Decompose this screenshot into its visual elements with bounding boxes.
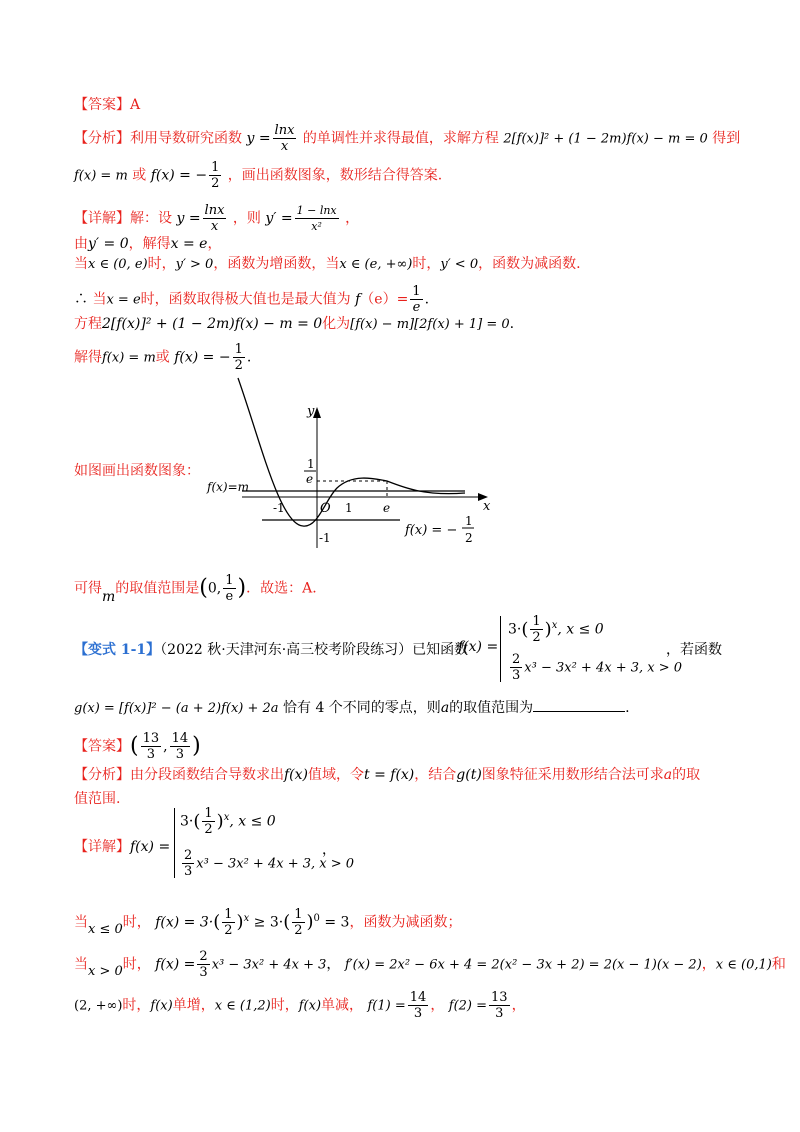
detail-line-3: 当x ∈ (0, e)时，y′ > 0，函数为增函数，当x ∈ (e, +∞)时，y′ < 0，函数为减函数. xyxy=(74,256,581,272)
answer-blank[interactable] xyxy=(533,697,625,712)
label-neg1-y: -1 xyxy=(319,531,331,545)
variant-analysis-line-2: 值范围. xyxy=(74,791,121,807)
label-f-equals-m: f(x)=m xyxy=(207,480,250,494)
variant-answer-line: 【答案】( $\frac{13}{3}$ , $\frac{14}{3}$ ) xyxy=(74,731,201,762)
variant-piecewise-def: 3·( $\frac{1}{2}$ )$^x$, x ≤ 0 $\frac{2}{3}$ x³ − 3x² + 4x + 3, x > 0 xyxy=(174,806,354,880)
detail-line-5: 方程2[f(x)]² + (1 − 2m)f(x) − m = 0化为[f(x) − m][2f(x) + 1] = 0. xyxy=(74,316,515,332)
analysis-line-1: 【分析】利用导数研究函数 y = $\frac{\ln x}{x}$ 的单调性并求得最值，求解方程 2[f(x)]² + (1 − 2m)f(x) − m = 0 得到 xyxy=(74,123,741,154)
label-one: 1 xyxy=(345,501,353,515)
variant-detail-line-1: 当x ≤ 0时， f(x) = 3·( $\frac{1}{2}$ )$^x$ ≥ 3·( $\frac{1}{2}$ )$^0$ = 3，函数为减函数； xyxy=(74,907,462,938)
function-graph xyxy=(200,370,510,560)
graph-caption: 如图画出函数图象： xyxy=(74,463,200,479)
x-axis-label: x xyxy=(483,499,491,514)
detail-line-1: 【详解】解：设 y = $\frac{\ln x}{x}$ ，则 y′ = $\frac{1 - \ln x}{\text{x²}}$ ， xyxy=(74,203,360,234)
detail-line-4: ∴ 当x = e时，函数取得极大值也是最大值为 f（e）= $\frac{1}{e}$ . xyxy=(74,284,430,315)
analysis-line-2: f(x) = m 或 f(x) = − $\frac{1}{2}$ ，画出函数图象，数形结合得答案. xyxy=(74,160,443,191)
detail-line-2: 由y′ = 0，解得x = e， xyxy=(74,236,222,252)
svg-text:1: 1 xyxy=(465,514,473,528)
label-origin: O xyxy=(320,501,331,516)
svg-text:2: 2 xyxy=(465,531,473,545)
variant-header: 【变式 1-1】（2022 秋·天津河东·高三校考阶段练习）已知函数 xyxy=(74,642,469,658)
label-inv-e-num: 1 xyxy=(307,457,315,471)
conclusion-line: 可得m的取值范围是(0, $\frac{1}{e}$ )．故选：A. xyxy=(74,573,317,605)
y-axis-label: y xyxy=(307,404,315,419)
variant-detail-line-3: (2, +∞)时，f(x)单增，x ∈ (1,2)时，f(x)单减， f(1) = $\frac{14}{3}$ ， f(2) = $\frac{13}{3}$ ， xyxy=(74,990,526,1021)
analysis-tag: 【分析】 xyxy=(74,130,130,147)
label-e: e xyxy=(383,501,391,515)
variant-detail-tag-line: 【详解】f(x) = xyxy=(74,839,171,855)
detail-tag: 【详解】 xyxy=(74,210,130,227)
label-inv-e-den: e xyxy=(306,472,314,486)
equation: 2[f(x)]² + (1 − 2m)f(x) − m = 0 xyxy=(503,131,708,147)
answer-line xyxy=(74,95,140,115)
variant-question-line: g(x) = [f(x)]² − (a + 2)f(x) + 2a 恰有 4 个不同的零点，则a的取值范围为 . xyxy=(74,697,630,719)
fraction: $\frac{\ln x}{x}$ xyxy=(274,123,295,154)
answer-tag: 【答案】 xyxy=(74,97,130,113)
answer-value: A xyxy=(130,97,141,113)
label-neg1-x: -1 xyxy=(273,501,285,515)
variant-detail-line-2: 当x > 0时， f(x) = $\frac{2}{3}$ x³ − 3x² + 4x + 3， f′(x) = 2x² − 6x + 4 = 2(x² − 3x + 2) = 2(x − 1)(x − 2)，x ∈ (0,1)和 xyxy=(74,949,786,980)
label-f-neg-half: f(x) = − xyxy=(405,523,458,538)
piecewise-def: f(x) = 3·( $\frac{1}{2}$ )$^x$, x ≤ 0 $\frac{2}{3}$ x³ − 3x² + 4x + 3, x > 0 xyxy=(458,614,683,683)
detail-line-6: 解得f(x) = m或 f(x) = − $\frac{1}{2}$ . xyxy=(74,342,252,373)
variant-tag: 【变式 1-1】 xyxy=(74,642,161,658)
variant-analysis-line-1: 【分析】由分段函数结合导数求出f(x)值域，令t = f(x)，结合g(t)图象特征采用数形结合法可求a的取 xyxy=(74,767,701,783)
